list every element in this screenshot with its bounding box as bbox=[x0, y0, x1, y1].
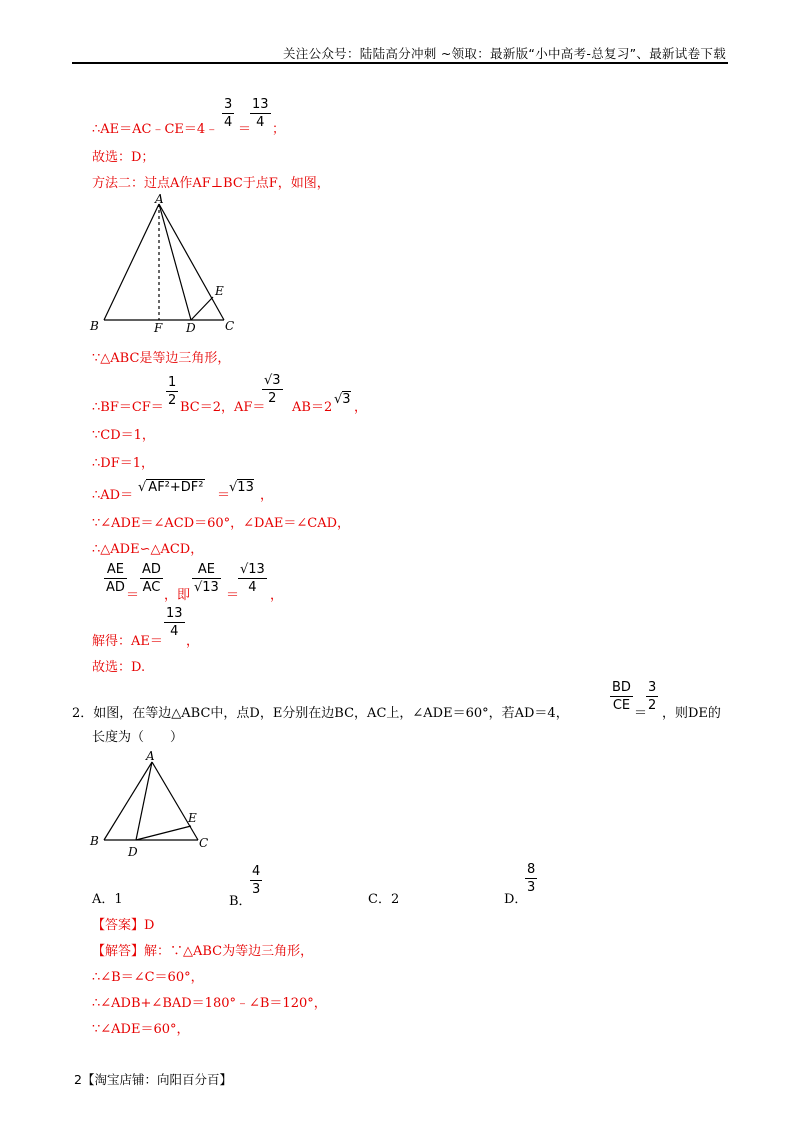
bf-cf-line-a: ∴BF＝CF＝ bbox=[92, 400, 164, 415]
label-b-2: B bbox=[90, 834, 99, 848]
ratio-mid: ，即 bbox=[164, 588, 191, 603]
fraction-ad-ac: AD AC bbox=[142, 562, 161, 595]
choice-line-1: 故选：D； bbox=[92, 150, 155, 165]
fraction-13-4: 13 4 bbox=[252, 97, 269, 130]
fraction-1-2: 1 2 bbox=[168, 375, 177, 408]
solution-line-1 bbox=[92, 118, 218, 137]
ad-line-a: ∴AD＝ bbox=[92, 488, 134, 503]
ratio-end: ， bbox=[270, 588, 284, 603]
stem-length: 长度为（ ） bbox=[92, 730, 184, 745]
segment-ad-2 bbox=[136, 762, 152, 840]
similar-line: ∴△ADE∽△ACD， bbox=[92, 542, 204, 557]
method-two-line: 方法二：过点A作AF⊥BC于点F，如图， bbox=[92, 176, 330, 191]
equilateral-line: ∵△ABC是等边三角形， bbox=[92, 351, 231, 366]
label-b: B bbox=[90, 319, 99, 333]
segment-de-2 bbox=[136, 826, 191, 840]
analysis-line-3: ∴∠ADB+∠BAD＝180°﹣∠B＝120°， bbox=[92, 996, 327, 1011]
label-f: F bbox=[154, 321, 163, 335]
label-e-2: E bbox=[188, 811, 197, 825]
side-ab-2 bbox=[104, 762, 152, 840]
triangle-figure-1 bbox=[86, 194, 246, 336]
bf-cf-line-d: ， bbox=[354, 400, 368, 415]
option-b-fraction: 4 3 bbox=[252, 864, 261, 897]
df-line: ∴DF＝1， bbox=[92, 456, 154, 471]
ratio-eq-1: ＝ bbox=[126, 588, 140, 603]
page-header: 关注公众号：陆陆高分冲刺 ~领取：最新版“小中高考-总复习”、最新试卷下载 bbox=[282, 46, 726, 61]
triangle-figure-2 bbox=[86, 748, 226, 860]
answer-line: 【答案】D bbox=[92, 918, 155, 933]
option-c[interactable]: C．2 bbox=[368, 892, 400, 907]
fraction-ae-root13: AE √13 bbox=[194, 562, 219, 595]
option-b[interactable]: B． bbox=[229, 894, 252, 909]
fraction-3-4: 3 4 bbox=[224, 97, 233, 130]
fraction-root3-2: √3 2 bbox=[264, 373, 281, 406]
segment-ad bbox=[159, 204, 191, 320]
semicolon: ； bbox=[272, 122, 286, 137]
ad-line-end: ， bbox=[260, 488, 274, 503]
option-d-fraction: 8 3 bbox=[527, 862, 536, 895]
header-divider bbox=[72, 62, 728, 64]
label-c-2: C bbox=[199, 836, 209, 850]
stem-eq: ＝ bbox=[634, 706, 648, 721]
ratio-eq-2: ＝ bbox=[226, 588, 240, 603]
fraction-bd-ce: BD CE bbox=[612, 680, 631, 713]
stem-tail: ，则DE的 bbox=[662, 706, 721, 721]
fraction-ae-ad: AE AD bbox=[106, 562, 125, 595]
bf-cf-line-b: BC＝2，AF＝ bbox=[180, 400, 266, 415]
label-a: A bbox=[155, 194, 164, 206]
fraction-13-4-b: 13 4 bbox=[166, 606, 183, 639]
solve-line-end: ， bbox=[186, 634, 200, 649]
solve-line: 解得：AE＝ bbox=[92, 634, 163, 649]
bf-cf-line-c: AB＝2 bbox=[292, 400, 333, 415]
question-2-stem: 2．如图，在等边△ABC中，点D，E分别在边BC，AC上，∠ADE＝60°，若AD＝4， bbox=[72, 706, 569, 721]
angle-line: ∵∠ADE＝∠ACD＝60°，∠DAE＝∠CAD， bbox=[92, 516, 351, 531]
fraction-3-2: 3 2 bbox=[648, 680, 657, 713]
label-d-2: D bbox=[128, 845, 138, 859]
label-e: E bbox=[215, 284, 224, 298]
side-ab bbox=[104, 204, 159, 320]
option-a[interactable]: A．1 bbox=[92, 892, 123, 907]
sqrt-13: √13 bbox=[229, 480, 254, 495]
analysis-line-4: ∵∠ADE＝60°， bbox=[92, 1022, 190, 1037]
ad-line-eq: ＝ bbox=[217, 488, 231, 503]
choice-line-2: 故选：D. bbox=[92, 660, 146, 675]
analysis-line-2: ∴∠B＝∠C＝60°， bbox=[92, 970, 204, 985]
sqrt-3: √3 bbox=[334, 392, 351, 407]
side-ac-2 bbox=[152, 762, 198, 840]
ae-expression: ∴AE＝AC﹣CE＝4﹣ bbox=[92, 122, 219, 137]
cd-line: ∵CD＝1， bbox=[92, 428, 155, 443]
fraction-root13-4: √13 4 bbox=[240, 562, 265, 595]
page-footer: 2【淘宝店铺：向阳百分百】 bbox=[74, 1072, 232, 1087]
label-c: C bbox=[225, 319, 235, 333]
option-d[interactable]: D． bbox=[504, 892, 528, 907]
sqrt-af-df: √ AF²+DF² bbox=[138, 480, 204, 495]
equals-sign: ＝ bbox=[238, 122, 252, 137]
side-ac bbox=[159, 204, 224, 320]
label-a-2: A bbox=[146, 749, 155, 763]
segment-de bbox=[191, 297, 213, 320]
label-d: D bbox=[186, 321, 196, 335]
analysis-line-1: 【解答】解：∵△ABC为等边三角形， bbox=[92, 944, 314, 959]
